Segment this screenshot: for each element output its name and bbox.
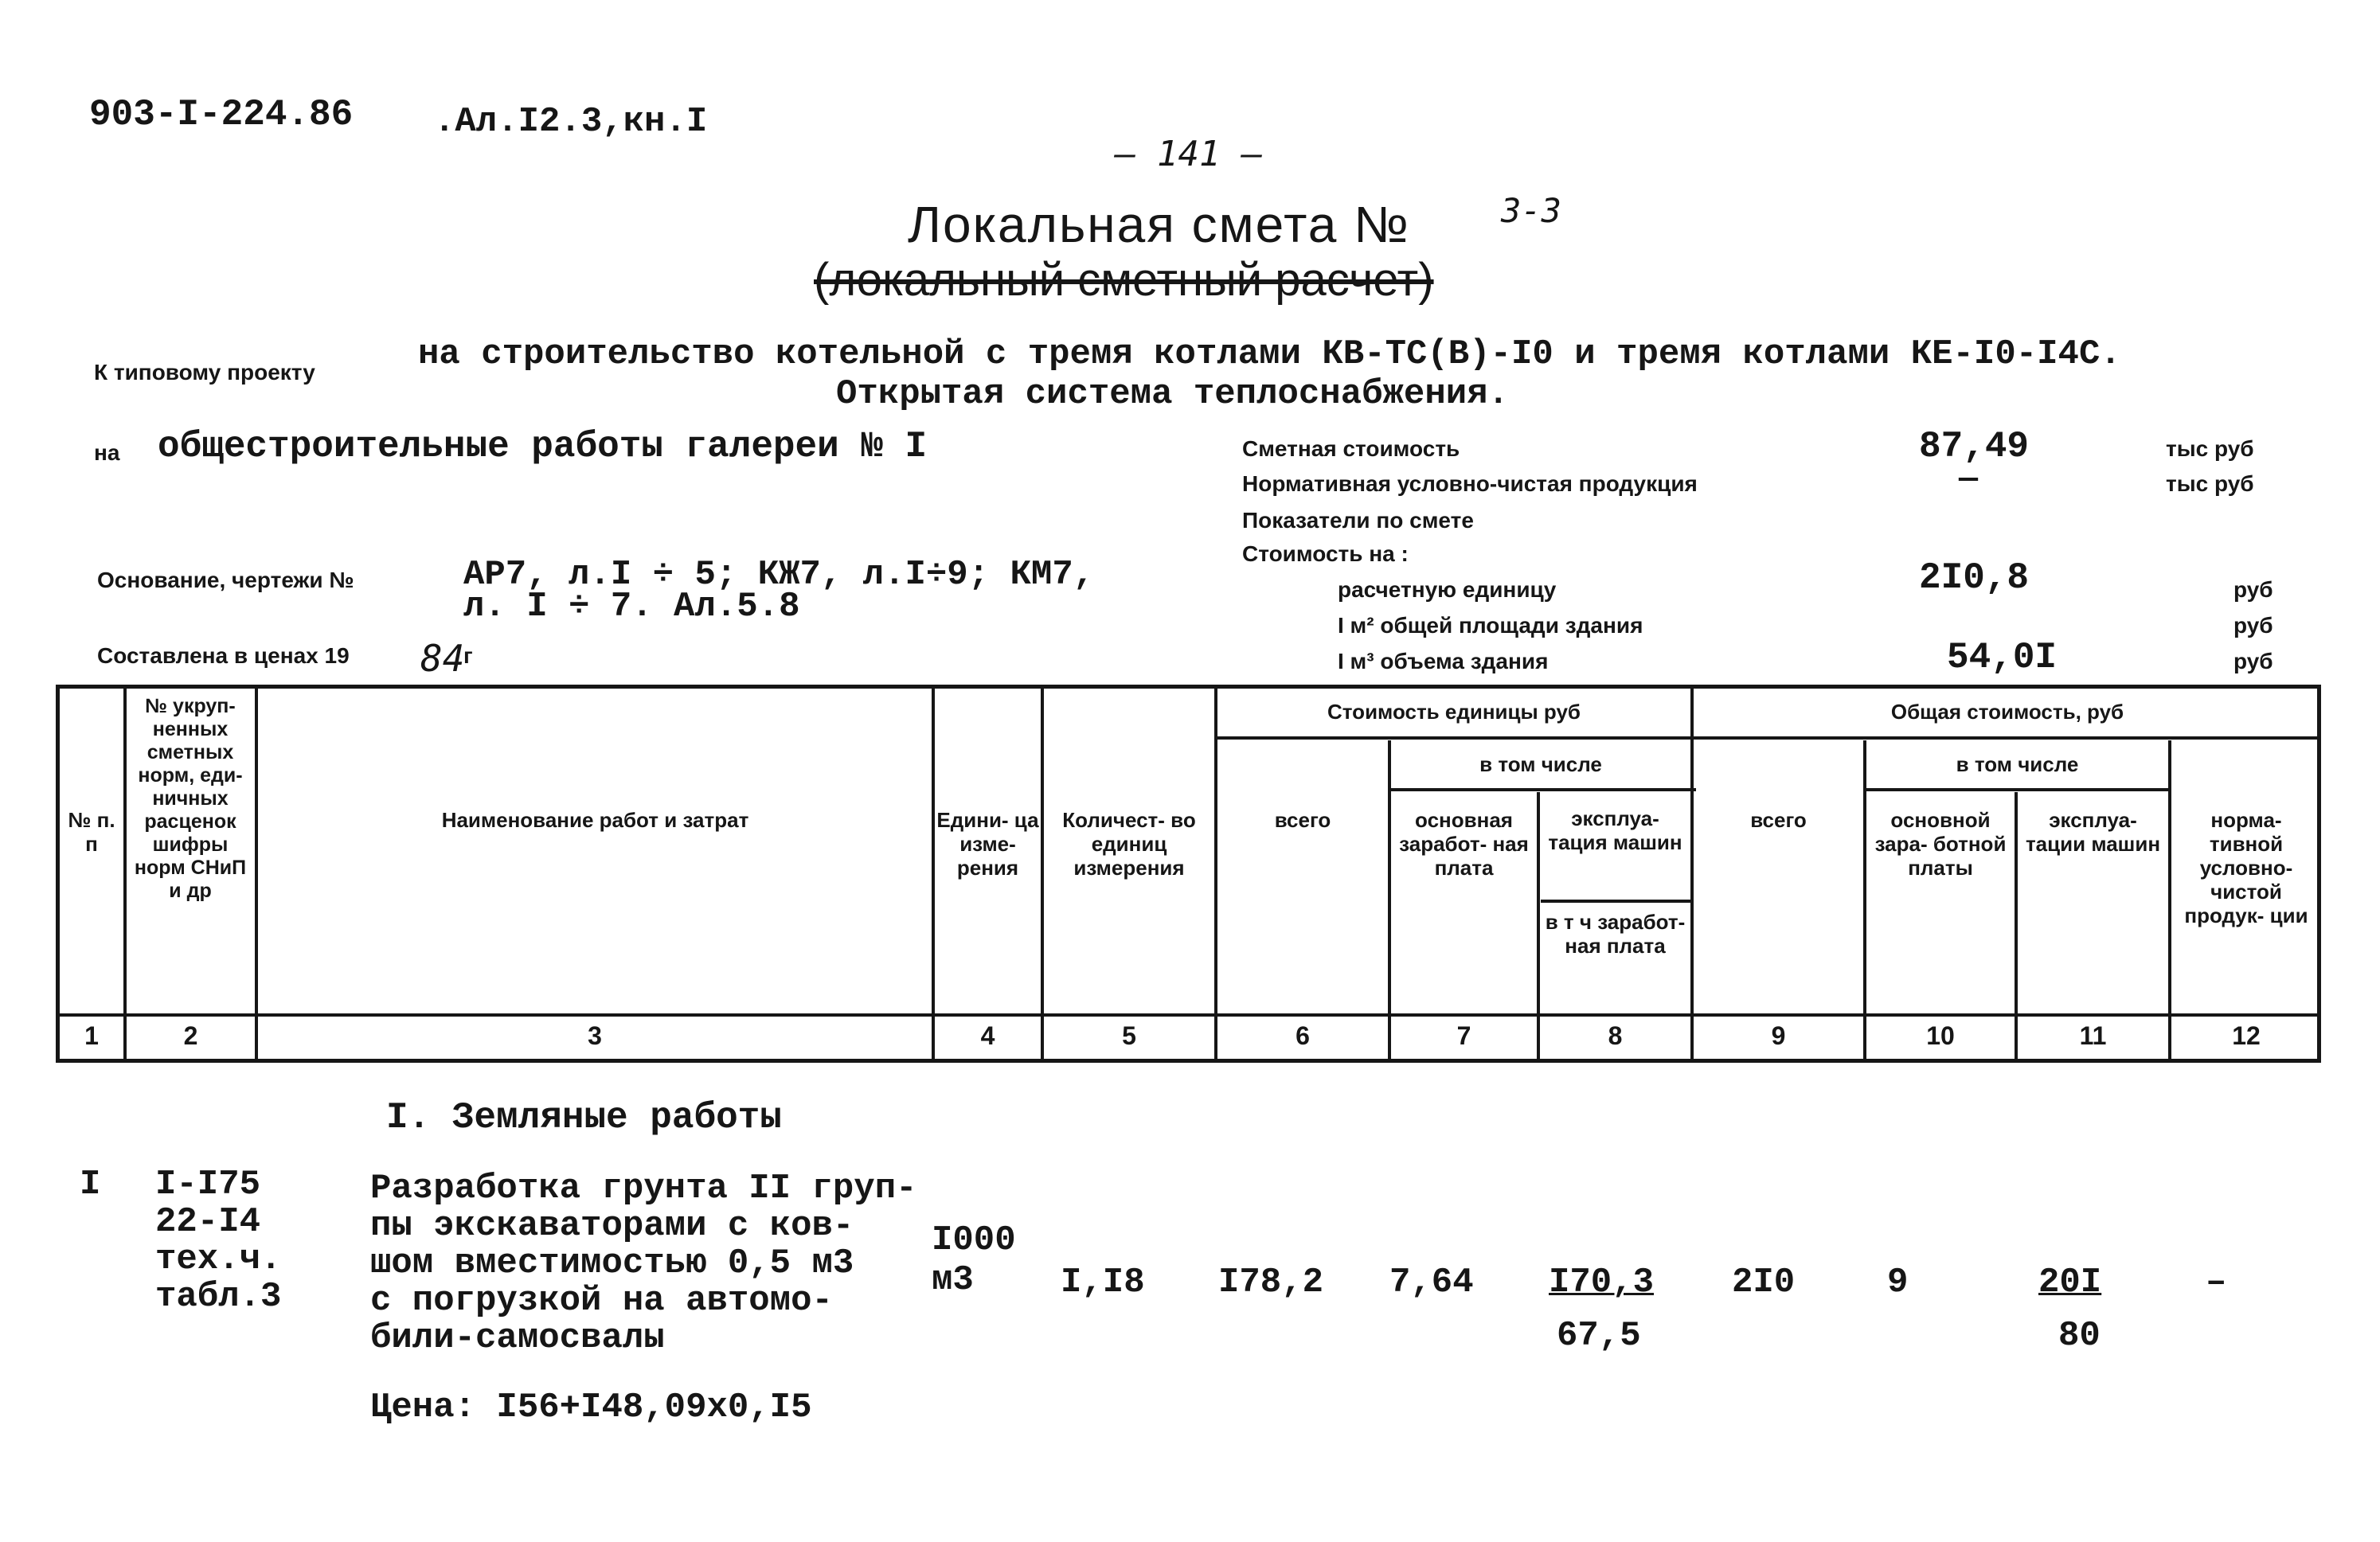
col-num-9: 9	[1771, 1021, 1786, 1050]
estimate-table	[56, 685, 2321, 1063]
doc-code: 903-I-224.86	[89, 94, 354, 135]
header-incl-total: в том числе	[1956, 752, 2079, 776]
norm-value: —	[1959, 462, 1979, 498]
row-norm-line: тех.ч.	[155, 1239, 282, 1279]
col-num-12: 12	[2232, 1021, 2261, 1050]
col-num-2: 2	[183, 1021, 198, 1050]
col-num-1: 1	[84, 1021, 99, 1050]
row-name-line: пы экскаваторами с ков-	[370, 1206, 854, 1246]
row-name-line: с погрузкой на автомо-	[370, 1281, 833, 1321]
row-name-line: били-самосвалы	[370, 1318, 665, 1358]
cost-per-label: Стоимость на :	[1242, 541, 1409, 566]
calc-unit-label: расчетную единицу	[1338, 577, 1557, 602]
col-num-6: 6	[1296, 1021, 1310, 1050]
header-name: Наименование работ и затрат	[441, 808, 749, 832]
to-project-label: К типовому проекту	[94, 360, 315, 385]
prices-suffix: г	[463, 643, 473, 668]
col-num-5: 5	[1122, 1021, 1136, 1050]
volume-unit: руб	[2233, 649, 2273, 673]
col-num-8: 8	[1608, 1021, 1623, 1050]
row-norm-line: 22-I4	[155, 1202, 261, 1242]
row-norm	[155, 1166, 281, 1316]
header-all-unit: всего	[1274, 808, 1331, 832]
estimate-title: Локальная смета №	[908, 196, 1410, 253]
norm-label: Нормативная условно-чистая продукция	[1242, 471, 1698, 496]
header-num: № п. п	[68, 808, 115, 856]
row-norm-line: I-I75	[155, 1165, 261, 1204]
calc-unit-unit: руб	[2233, 577, 2273, 602]
header-unit: Едини- ца изме- рения	[936, 808, 1039, 880]
header-all-total: всего	[1750, 808, 1807, 832]
col-num-4: 4	[980, 1021, 995, 1050]
row-unit-mach: I70,3	[1549, 1263, 1655, 1302]
header-mach-total: эксплуа- тации машин	[2025, 808, 2161, 856]
row-total: 2I0	[1732, 1263, 1796, 1302]
row-norm-line: табл.3	[155, 1277, 282, 1317]
estimate-number: 3-3	[1501, 191, 1561, 230]
header-mach: эксплуа- тация машин	[1548, 806, 1682, 854]
section-title: I. Земляные работы	[386, 1097, 782, 1138]
header-qty: Количест- во единиц измерения	[1062, 808, 1196, 880]
row-name-line: шом вместимостью 0,5 м3	[370, 1243, 854, 1283]
basis-label: Основание, чертежи №	[97, 568, 354, 592]
header-wage: основная заработ- ная плата	[1399, 808, 1529, 880]
work-title: общестроительные работы галереи № I	[158, 426, 928, 467]
prices-year: 84	[420, 637, 465, 680]
header-unit-cost: Стоимость единицы руб	[1327, 700, 1581, 724]
volume-value: 54,0I	[1947, 637, 2058, 678]
header-mach-wage: в т ч заработ- ная плата	[1545, 910, 1686, 958]
row-total-wage: 9	[1887, 1263, 1909, 1302]
project-line-2: Открытая система теплоснабжения.	[836, 374, 1509, 414]
header-norm: № укруп- ненных сметных норм, еди- ничных расценок шифры норм СНиП и др	[134, 695, 247, 902]
row-unit-bottom: м3	[932, 1260, 974, 1300]
row-total-norm: –	[2206, 1263, 2227, 1302]
col-num-10: 10	[1926, 1021, 1955, 1050]
row-qty: I,I8	[1061, 1263, 1145, 1302]
col-num-3: 3	[588, 1021, 602, 1050]
on-label: на	[94, 440, 120, 465]
header-incl-unit: в том числе	[1479, 752, 1602, 776]
header-wage-total: основной зара- ботной платы	[1874, 808, 2007, 880]
page-number: — 141 —	[1115, 134, 1263, 174]
row-unit-top: I000	[932, 1220, 1016, 1260]
row-total-mach-wage: 80	[2058, 1316, 2101, 1356]
row-unit-wage: 7,64	[1389, 1263, 1474, 1302]
header-norm-prod: норма- тивной условно- чистой продук- ции	[2184, 808, 2308, 927]
area-label: I м² общей площади здания	[1338, 613, 1643, 638]
indicators-label: Показатели по смете	[1242, 508, 1474, 533]
row-price: Цена: I56+I48,09х0,I5	[370, 1388, 812, 1427]
row-unit-mach-wage: 67,5	[1557, 1316, 1641, 1356]
calc-unit-value: 2I0,8	[1919, 557, 2030, 599]
row-unit-total: I78,2	[1218, 1263, 1324, 1302]
row-total-mach: 20I	[2038, 1263, 2102, 1302]
cost-label: Сметная стоимость	[1242, 436, 1460, 461]
area-unit: руб	[2233, 613, 2273, 638]
norm-unit: тыс руб	[2166, 471, 2254, 496]
row-name	[370, 1170, 917, 1357]
prices-label: Составлена в ценах 19	[97, 643, 350, 668]
project-line-1: на строительство котельной с тремя котлами КВ-ТС(В)-I0 и тремя котлами КЕ-I0-I4С.	[418, 334, 2121, 374]
cost-unit: тыс руб	[2166, 436, 2254, 461]
col-num-7: 7	[1456, 1021, 1471, 1050]
row-name-line: Разработка грунта II груп-	[370, 1169, 917, 1208]
album-ref: .Ал.I2.3,кн.I	[434, 102, 708, 142]
row-num: I	[80, 1165, 101, 1204]
basis-line-1: АР7, л.I ÷ 5; КЖ7, л.I÷9; КМ7,	[463, 555, 1095, 595]
volume-label: I м³ объема здания	[1338, 649, 1549, 673]
col-num-11: 11	[2079, 1021, 2107, 1050]
header-total-cost: Общая стоимость, руб	[1890, 700, 2124, 724]
cost-value: 87,49	[1919, 426, 2030, 467]
struck-subtitle: (локальный сметный расчет)	[814, 254, 1434, 306]
basis-line-2: л. I ÷ 7. Ал.5.8	[463, 587, 800, 627]
